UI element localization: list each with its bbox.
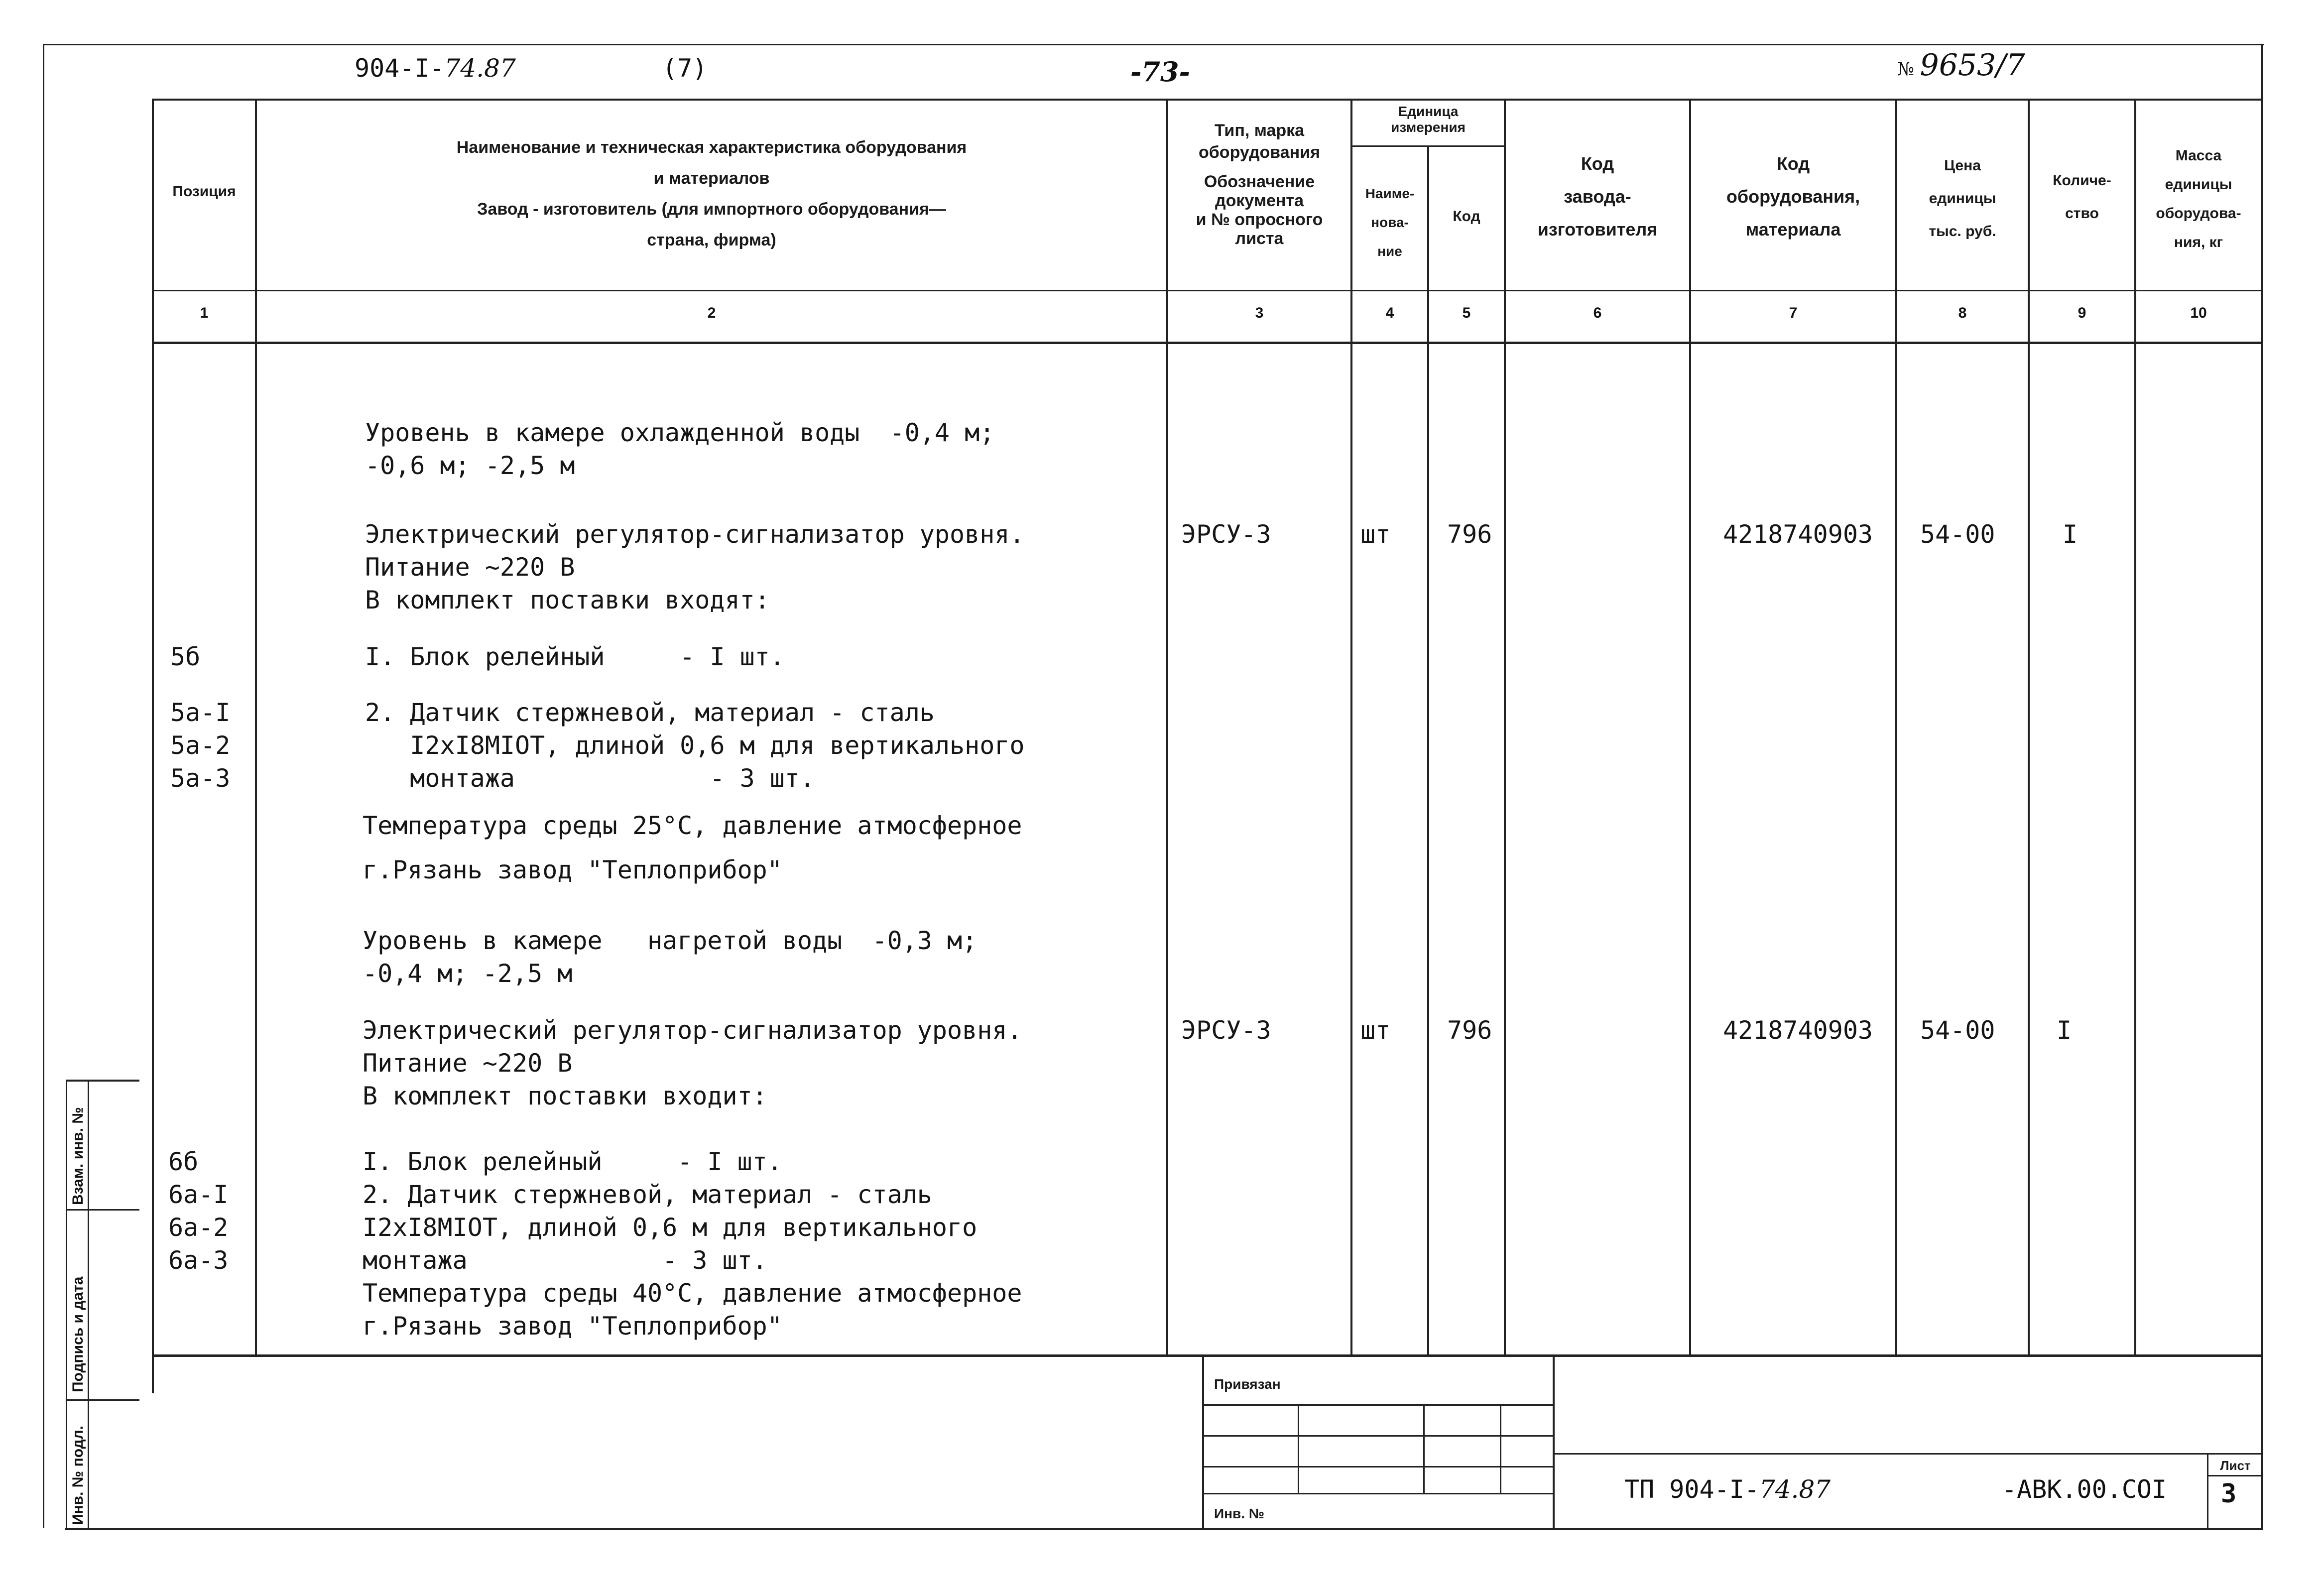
stamp-col-1 [1298,1405,1299,1493]
block1-unit-code: 796 [1447,520,1492,549]
header-unit-line1: Единица [1398,104,1459,119]
stamp-col-2 [1423,1405,1425,1493]
page-number: -73- [1130,56,1190,88]
header-bottom-line [152,290,2263,291]
block2-price: 54-00 [1920,1016,1995,1045]
side-stamp-left-line [66,1080,67,1528]
block2-pos-relay: 6б [168,1147,199,1176]
header-quantity-line2: ство [2065,205,2099,222]
block1-equipment-code: 4218740903 [1723,520,1873,549]
header-type-line4: документа [1215,191,1304,210]
doc-series [355,54,516,83]
number-sign-icon: № [1897,59,1920,80]
block2-regulator-line2: Питание ~220 В [363,1049,573,1078]
col-line-1 [255,99,257,1356]
header-position: Позиция [172,183,236,200]
header-maker-code-line2: завода- [1564,186,1631,207]
col-number-5: 5 [1462,305,1471,321]
stamp-sheet-number: 3 [2221,1479,2237,1509]
header-equipment-code-line2: оборудования, [1726,186,1860,207]
stamp-privyazan: Привязан [1214,1376,1281,1392]
block1-pos-sensor-3: 5а-3 [170,764,231,793]
block2-regulator-line1: Электрический регулятор-сигнализатор уровня. [363,1016,1022,1045]
header-unit-code: Код [1453,208,1480,225]
col-number-7: 7 [1789,305,1798,321]
block1-level [365,416,994,482]
block1-pos-sensor-1: 5а-I [170,698,231,727]
header-type-line3: Обозначение [1204,172,1315,191]
side-label-inv-orig: Инв. № подл. [70,1425,86,1525]
block2-quantity: I [2057,1016,2072,1045]
block2-relay: I. Блок релейный - I шт. [363,1147,782,1176]
header-mass-line3: оборудова- [2156,205,2241,222]
block2-pos-sensor-1: 6а-I [168,1180,229,1209]
side-stamp-top-line [66,1080,139,1082]
stamp-row-4 [1202,1493,1553,1494]
stamp-doc-code-prefix: ТП 904-I- [1624,1475,1759,1504]
block2-unit: шт [1360,1016,1391,1045]
col-line-8 [2028,99,2030,1356]
col-line-5 [1504,99,1506,1356]
header-mass-line1: Масса [2175,147,2222,164]
col-line-0 [152,99,154,1393]
header-unit-name [1352,179,1427,266]
table-top-line [152,99,2263,101]
col-line-4 [1427,147,1429,1356]
header-quantity-line1: Количе- [2053,172,2111,189]
header-type-line1: Тип, марка [1214,121,1305,140]
block2-sensor-line2: I2xI8MIOT, длиной 0,6 м для вертикального [363,1213,978,1242]
block1-level-line2: -0,6 м; -2,5 м [365,451,575,480]
stamp-doc-suffix: -АВК.00.СОI [2002,1475,2167,1504]
sheet-number-paren: (7) [662,54,708,83]
col-number-2: 2 [707,305,716,321]
block1-maker: г.Рязань завод "Теплоприбор" [363,856,782,884]
col-line-2 [1166,99,1168,1356]
frame-right-line [2261,44,2263,1530]
block2-level-line2: -0,4 м; -2,5 м [363,959,573,988]
doc-series-printed: 904-I- [355,54,445,83]
block1-pos-sensors [170,696,230,795]
header-name-line1: Наименование и техническая характеристика оборудования [456,138,967,157]
frame-bottom-line [65,1528,2263,1530]
header-price [1897,149,2028,248]
col-number-4: 4 [1385,305,1394,321]
unit-split-line [1350,145,1504,147]
side-label-sign-date: Подпись и дата [70,1276,86,1392]
stamp-mid-line [1553,1356,1555,1529]
block1-pos-relay: 5б [170,642,201,671]
inventory-number [1897,48,2025,83]
header-unit-name-line3: ние [1377,244,1402,259]
header-type [1168,120,1350,248]
header-type-line6: листа [1235,229,1284,248]
stamp-title-line [1553,1453,2263,1455]
block1-sensor-line2: I2xI8MIOT, длиной 0,6 м для вертикального [365,731,1025,760]
block1-regulator-line3: В комплект поставки входят: [365,586,770,614]
frame-top-line [43,44,2264,45]
block2-unit-code: 796 [1447,1016,1492,1045]
stamp-inv-no: Инв. № [1214,1506,1265,1521]
block2-components [363,1145,1022,1343]
block1-quantity: I [2063,520,2078,549]
stamp-sheet-split [2207,1475,2262,1476]
block1-regulator-line1: Электрический регулятор-сигнализатор уровня. [365,520,1025,549]
header-name-line2: и материалов [653,169,770,188]
header-equipment-code [1691,147,1895,246]
block1-type: ЭРСУ-3 [1181,520,1271,549]
header-unit [1352,104,1504,135]
header-equipment-code-line1: Код [1776,153,1810,174]
header-quantity [2030,164,2134,230]
col-number-8: 8 [1958,305,1967,321]
block2-type: ЭРСУ-3 [1181,1016,1271,1045]
col-line-9 [2134,99,2136,1356]
block2-sensor-line3: монтажа - 3 шт. [363,1246,767,1275]
col-number-10: 10 [2190,305,2207,321]
block2-pos-sensor-3: 6а-3 [168,1246,229,1275]
stamp-left-line [1202,1356,1204,1529]
stamp-doc-code [1624,1475,1831,1504]
block1-price: 54-00 [1920,520,1995,549]
header-price-line2: единицы [1929,190,1996,207]
header-mass-line2: единицы [2165,176,2232,193]
block1-sensor-line1: 2. Датчик стержневой, материал - сталь [365,698,935,727]
block2-level [363,924,977,990]
inventory-number-value: 9653/7 [1920,48,2025,83]
col-number-6: 6 [1593,305,1602,321]
header-name-line4: страна, фирма) [647,231,776,249]
stamp-sheet-label: Лист [2220,1458,2251,1473]
header-maker-code [1506,147,1689,246]
side-stamp-line-1 [66,1209,139,1211]
block2-positions [168,1145,228,1277]
header-unit-name-line1: Наиме- [1365,186,1415,201]
stamp-sheet-line [2207,1453,2208,1529]
frame-left-line [43,44,44,1528]
header-maker-code-line1: Код [1581,153,1614,174]
col-line-7 [1895,99,1897,1356]
col-line-6 [1689,99,1691,1356]
header-mass [2136,141,2261,257]
block2-regulator [363,1014,1022,1112]
col-line-3 [1350,99,1352,1356]
col-number-9: 9 [2078,305,2086,321]
header-unit-name-line2: нова- [1371,215,1409,230]
header-mass-line4: ния, кг [2174,234,2223,250]
block1-sensor [365,696,1025,795]
col-number-3: 3 [1255,305,1264,321]
header-type-line2: оборудования [1199,143,1320,162]
block1-pos-sensor-2: 5а-2 [170,731,231,760]
block2-maker: г.Рязань завод "Теплоприбор" [363,1312,782,1341]
block2-equipment-code: 4218740903 [1723,1016,1873,1045]
block2-temperature: Температура среды 40°С, давление атмосферное [363,1279,1022,1308]
block2-level-line1: Уровень в камере нагретой воды -0,3 м; [363,926,978,955]
side-stamp-mid-line [88,1080,89,1528]
block1-sensor-line3: монтажа - 3 шт. [365,764,815,793]
header-name-line3: Завод - изготовитель (для импортного оборудования— [477,200,946,219]
block1-unit: шт [1360,520,1391,549]
header-maker-code-line3: изготовителя [1537,219,1658,240]
header-type-line5: и № опросного [1196,210,1323,229]
header-name [257,132,1166,255]
block1-temperature: Температура среды 25°С, давление атмосферное [363,811,1022,840]
block2-pos-sensor-2: 6а-2 [168,1213,229,1242]
block1-relay: I. Блок релейный - I шт. [365,642,785,671]
block2-regulator-line3: В комплект поставки входит: [363,1082,767,1110]
stamp-doc-code-handwritten: 74.87 [1759,1475,1831,1504]
side-stamp-line-2 [66,1399,139,1401]
side-label-inv-swap: Взам. инв. № [70,1107,86,1205]
block2-sensor-line1: 2. Датчик стержневой, материал - сталь [363,1180,932,1209]
numbers-bottom-line [152,342,2263,344]
header-price-line3: тыс. руб. [1929,223,1996,240]
body-bottom-line [152,1354,2263,1357]
header-equipment-code-line3: материала [1745,219,1841,240]
header-unit-line2: измерения [1391,120,1466,135]
col-number-1: 1 [200,305,209,321]
block1-level-line1: Уровень в камере охлажденной воды -0,4 м; [365,418,995,447]
stamp-col-3 [1500,1405,1501,1493]
header-price-line1: Цена [1944,157,1981,174]
doc-series-handwritten: 74.87 [444,54,516,83]
block1-regulator [365,518,1025,616]
block1-regulator-line2: Питание ~220 В [365,553,575,582]
